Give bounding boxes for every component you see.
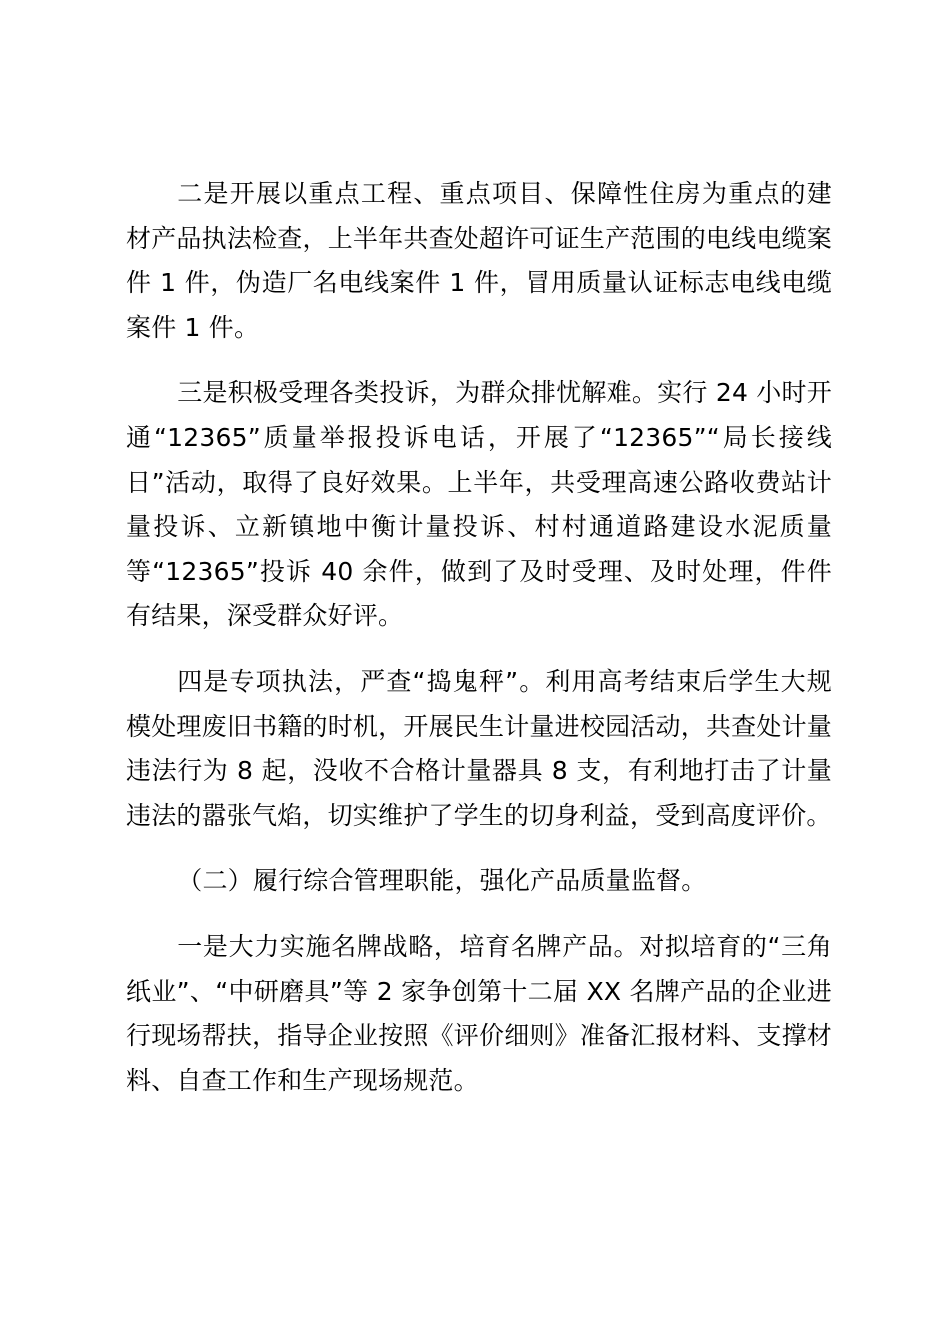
document-body bbox=[126, 172, 832, 1103]
paragraph-special-enforcement: 四是专项执法，严查“捣鬼秤”。利用高考结束后学生大规模处理废旧书籍的时机，开展民生计量进校园活动，共查处计量违法行为 8 起，没收不合格计量器具 8 支，有利地打击了计量违法的嚣张气焰，切实维护了学生的切身利益，受到高度评价。 bbox=[126, 666, 832, 830]
paragraph-brand-strategy: 一是大力实施名牌战略，培育名牌产品。对拟培育的“三角纸业”、“中研磨具”等 2 家争创第十二届 XX 名牌产品的企业进行现场帮扶，指导企业按照《评价细则》准备汇报材料、支撑材料、自查工作和生产现场规范。 bbox=[126, 931, 832, 1095]
paragraph-complaints: 三是积极受理各类投诉，为群众排忧解难。实行 24 小时开通“12365”质量举报投诉电话，开展了“12365”“局长接线日”活动，取得了良好效果。上半年，共受理高速公路收费站计量投诉、立新镇地中衡计量投诉、村村通道路建设水泥质量等“12365”投诉 40 余件，做到了及时受理、及时处理，件件有结果，深受群众好评。 bbox=[126, 378, 832, 631]
section-heading-quality-supervision: （二）履行综合管理职能，强化产品质量监督。 bbox=[177, 866, 707, 896]
paragraph-building-materials: 二是开展以重点工程、重点项目、保障性住房为重点的建材产品执法检查，上半年共查处超许可证生产范围的电线电缆案件 1 件，伪造厂名电线案件 1 件，冒用质量认证标志电线电缆案件 1 件。 bbox=[126, 179, 832, 342]
